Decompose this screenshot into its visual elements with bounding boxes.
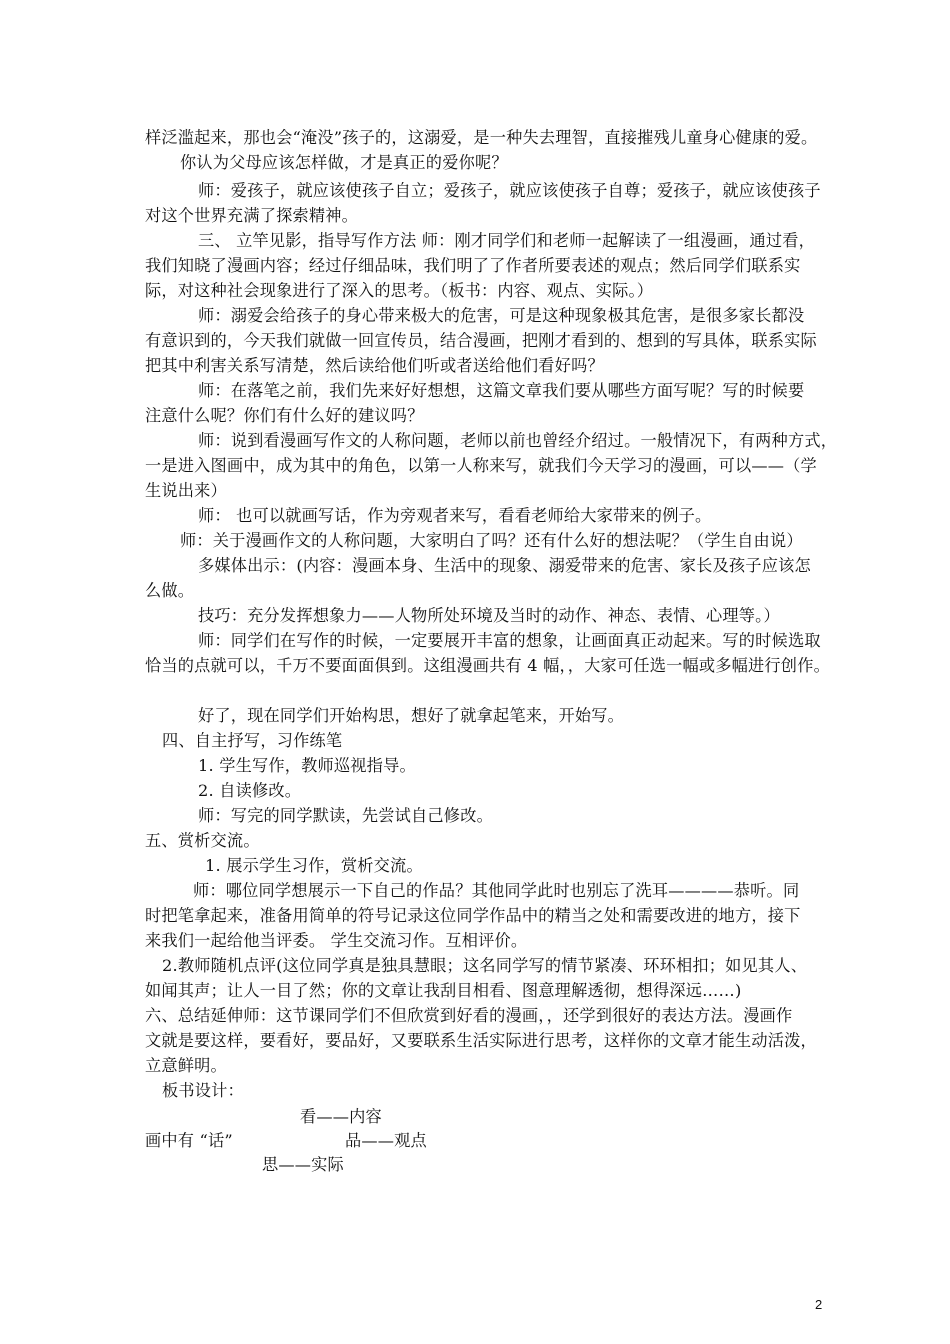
text-line: 一是进入图画中，成为其中的角色，以第一人称来写，就我们今天学习的漫画，可以——（学 bbox=[145, 456, 817, 475]
text-line: 恰当的点就可以，千万不要面面俱到。这组漫画共有 4 幅，，大家可任选一幅或多幅进行创作。 bbox=[145, 656, 830, 675]
text-line: 师：哪位同学想展示一下自己的作品？其他同学此时也别忘了洗耳————恭听。同 bbox=[193, 881, 800, 900]
text-line: 立意鲜明。 bbox=[145, 1056, 227, 1075]
text-line: 三、 立竿见影，指导写作方法 师：刚才同学们和老师一起解读了一组漫画，通过看， bbox=[198, 231, 816, 250]
text-line: 文就是要这样，要看好，要品好，又要联系生活实际进行思考，这样你的文章才能生动活泼， bbox=[145, 1031, 817, 1050]
text-line: 注意什么呢？你们有什么好的建议吗？ bbox=[145, 406, 424, 425]
text-line: 么做。 bbox=[145, 581, 195, 600]
text-line: 技巧：充分发挥想象力——人物所处环境及当时的动作、神态、表情、心理等。） bbox=[198, 606, 780, 625]
text-line: 师：同学们在写作的时候，一定要展开丰富的想象，让画面真正动起来。写的时候选取 bbox=[198, 631, 821, 650]
text-line: 2. 自读修改。 bbox=[198, 781, 302, 800]
text-line: 师：写完的同学默读，先尝试自己修改。 bbox=[198, 806, 493, 825]
text-line: 1. 学生写作，教师巡视指导。 bbox=[198, 756, 416, 775]
text-line: 师：溺爱会给孩子的身心带来极大的危害，可是这种现象极其危害，是很多家长都没 bbox=[198, 306, 805, 325]
text-line: 师：说到看漫画写作文的人称问题，老师以前也曾经介绍过。一般情况下，有两种方式， bbox=[198, 431, 838, 450]
board-design-line: 看——内容 bbox=[300, 1107, 382, 1126]
text-line: 四、自主抒写，习作练笔 bbox=[162, 731, 343, 750]
board-design-line: 思——实际 bbox=[262, 1155, 344, 1174]
text-line: 生说出来） bbox=[145, 481, 227, 500]
text-line: 际，对这种社会现象进行了深入的思考。（板书：内容、观点、实际。） bbox=[145, 281, 654, 300]
text-line: 1. 展示学生习作，赏析交流。 bbox=[205, 856, 423, 875]
board-design-line: 画中有 “话” bbox=[145, 1131, 233, 1150]
text-line: 我们知晓了漫画内容；经过仔细品味，我们明了了作者所要表述的观点；然后同学们联系实 bbox=[145, 256, 801, 275]
text-line: 多媒体出示：(内容：漫画本身、生活中的现象、溺爱带来的危害、家长及孩子应该怎 bbox=[198, 556, 811, 575]
text-line: 来我们一起给他当评委。 学生交流习作。互相评价。 bbox=[145, 931, 528, 950]
text-line: 六、总结延伸师：这节课同学们不但欣赏到好看的漫画，，还学到很好的表达方法。漫画作 bbox=[145, 1006, 793, 1025]
text-line: 师： 也可以就画写话，作为旁观者来写，看看老师给大家带来的例子。 bbox=[198, 506, 712, 525]
text-line: 板书设计： bbox=[162, 1081, 244, 1100]
text-line: 有意识到的，今天我们就做一回宣传员，结合漫画，把刚才看到的、想到的写具体，联系实际 bbox=[145, 331, 817, 350]
text-line: 五、赏析交流。 bbox=[145, 831, 260, 850]
board-design-line: 品——观点 bbox=[345, 1131, 427, 1150]
page-number: 2 bbox=[815, 1297, 823, 1312]
text-line: 把其中利害关系写清楚，然后读给他们听或者送给他们看好吗？ bbox=[145, 356, 604, 375]
text-line: 对这个世界充满了探索精神。 bbox=[145, 206, 359, 225]
text-line: 样泛滥起来，那也会“淹没”孩子的，这溺爱，是一种失去理智，直接摧残儿童身心健康的爱。 bbox=[145, 128, 818, 147]
text-line: 师：爱孩子，就应该使孩子自立；爱孩子，就应该使孩子自尊；爱孩子，就应该使孩子 bbox=[198, 181, 821, 200]
text-line: 你认为父母应该怎样做，才是真正的爱你呢？ bbox=[180, 153, 508, 172]
text-line: 时把笔拿起来，准备用简单的符号记录这位同学作品中的精当之处和需要改进的地方，接下 bbox=[145, 906, 801, 925]
text-line: 师：关于漫画作文的人称问题，大家明白了吗？还有什么好的想法呢？（学生自由说） bbox=[180, 531, 803, 550]
text-line: 2.教师随机点评(这位同学真是独具慧眼；这名同学写的情节紧凑、环环相扣；如见其人、 bbox=[162, 956, 808, 975]
text-line: 好了，现在同学们开始构思，想好了就拿起笔来，开始写。 bbox=[198, 706, 625, 725]
text-line: 如闻其声；让人一目了然；你的文章让我刮目相看、图意理解透彻，想得深远……) bbox=[145, 981, 742, 1000]
text-line: 师：在落笔之前，我们先来好好想想，这篇文章我们要从哪些方面写呢？写的时候要 bbox=[198, 381, 805, 400]
